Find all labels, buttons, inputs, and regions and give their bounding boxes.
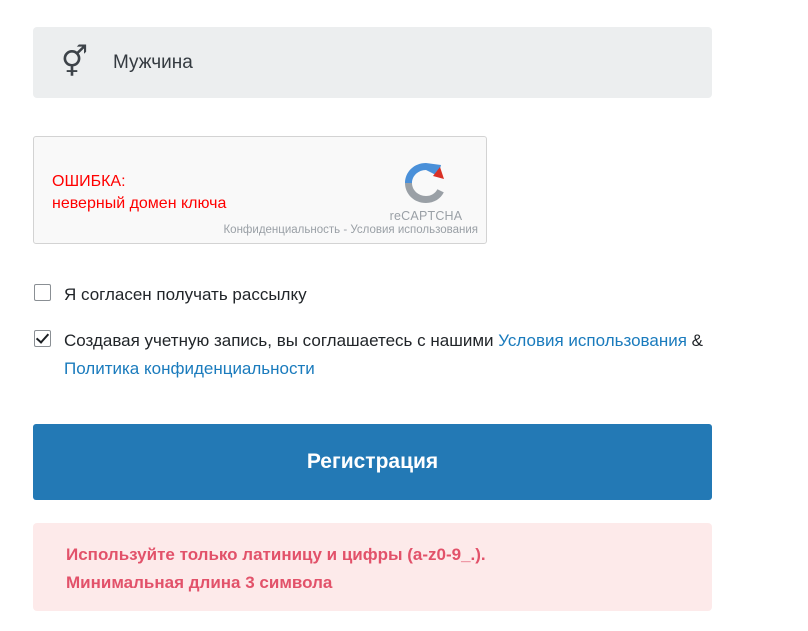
privacy-policy-link[interactable]: Политика конфиденциальности xyxy=(64,359,315,378)
newsletter-checkbox[interactable] xyxy=(34,284,51,301)
recaptcha-brand-label: reCAPTCHA xyxy=(389,209,463,223)
terms-of-use-link[interactable]: Условия использования xyxy=(498,331,687,350)
recaptcha-error-line1: ОШИБКА: xyxy=(52,173,126,190)
terms-checkbox-label xyxy=(64,327,714,383)
terms-separator: & xyxy=(686,331,703,350)
validation-alert-line1: Используйте только латиницу и цифры (a-z0-9_.). xyxy=(66,545,486,564)
mars-venus-icon: ⚥ xyxy=(61,45,89,79)
newsletter-checkbox-label: Я согласен получать рассылку xyxy=(64,285,307,304)
validation-alert xyxy=(33,523,712,611)
terms-text-prefix: Создавая учетную запись, вы соглашаетесь с нашими xyxy=(64,331,499,350)
newsletter-checkbox-row[interactable] xyxy=(34,281,714,309)
recaptcha-widget[interactable] xyxy=(33,136,487,244)
gender-value: Мужчина xyxy=(113,51,193,73)
recaptcha-error-message xyxy=(52,171,226,215)
recaptcha-terms-label[interactable]: Конфиденциальность - Условия использования xyxy=(223,224,478,236)
terms-checkbox[interactable] xyxy=(34,330,51,347)
register-button[interactable]: Регистрация xyxy=(33,424,712,500)
recaptcha-logo xyxy=(380,151,472,223)
terms-checkbox-row[interactable] xyxy=(34,327,714,383)
recaptcha-error-line2: неверный домен ключа xyxy=(52,195,227,212)
validation-alert-line2: Минимальная длина 3 символа xyxy=(66,573,333,592)
recaptcha-icon xyxy=(394,151,458,215)
gender-select[interactable] xyxy=(33,27,712,98)
